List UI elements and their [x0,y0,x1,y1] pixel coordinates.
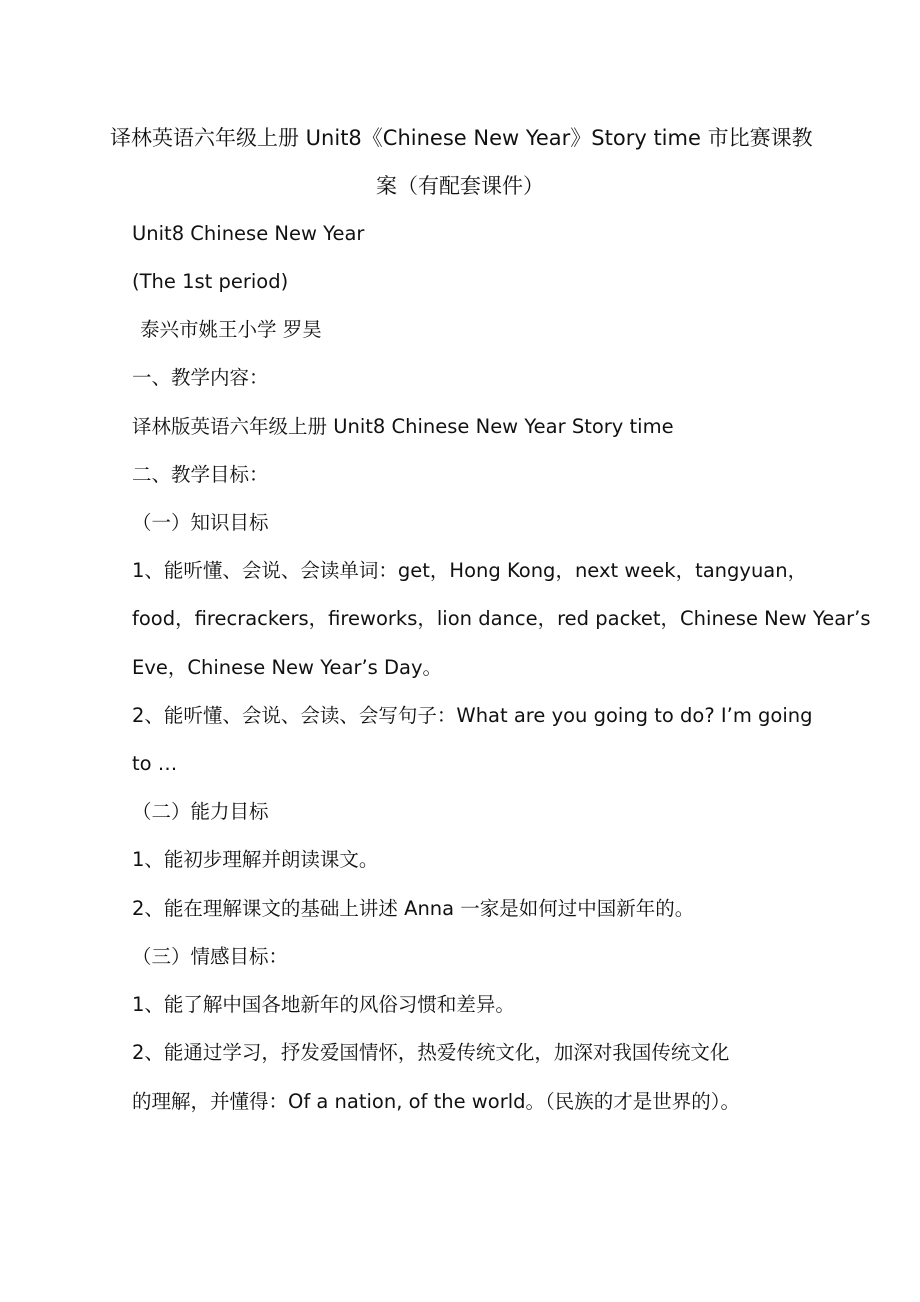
emotion-item-1: 1、能了解中国各地新年的风俗习惯和差异。 [132,993,515,1016]
unit-heading: Unit8 Chinese New Year [132,222,365,245]
document-title-line-1: 译林英语六年级上册 Unit8《Chinese New Year》Story time 市比赛课教 [110,126,813,150]
emotion-goals-heading: （三）情感目标： [132,945,289,968]
section-1-text: 译林版英语六年级上册 Unit8 Chinese New Year Story time [132,415,674,438]
document-title-line-2: 案（有配套课件） [376,174,544,198]
ability-item-2: 2、能在理解课文的基础上讲述 Anna 一家是如何过中国新年的。 [132,897,695,920]
emotion-item-2-line-1: 2、能通过学习，抒发爱国情怀，热爱传统文化，加深对我国传统文化 [132,1041,730,1064]
author-line: 泰兴市姚王小学 罗昊 [140,318,322,341]
knowledge-item-2-line-2: to … [132,752,178,775]
ability-item-1: 1、能初步理解并朗读课文。 [132,848,379,871]
knowledge-item-1-line-2: food，firecrackers，fireworks，lion dance，red packet，Chinese New Year’s [132,607,871,630]
emotion-item-2-line-2: 的理解，并懂得：Of a nation, of the world。（民族的才是世界的）。 [132,1090,741,1113]
period-label: (The 1st period) [132,270,289,293]
section-2-heading: 二、教学目标： [132,463,269,486]
knowledge-item-1-line-1: 1、能听懂、会说、会读单词：get，Hong Kong，next week，tangyuan， [132,559,808,582]
ability-goals-heading: （二）能力目标 [132,800,269,823]
knowledge-item-1-line-3: Eve，Chinese New Year’s Day。 [132,656,443,679]
section-1-heading: 一、教学内容： [132,366,269,389]
knowledge-item-2-line-1: 2、能听懂、会说、会读、会写句子：What are you going to do? I’m going [132,704,813,727]
knowledge-goals-heading: （一）知识目标 [132,511,269,534]
